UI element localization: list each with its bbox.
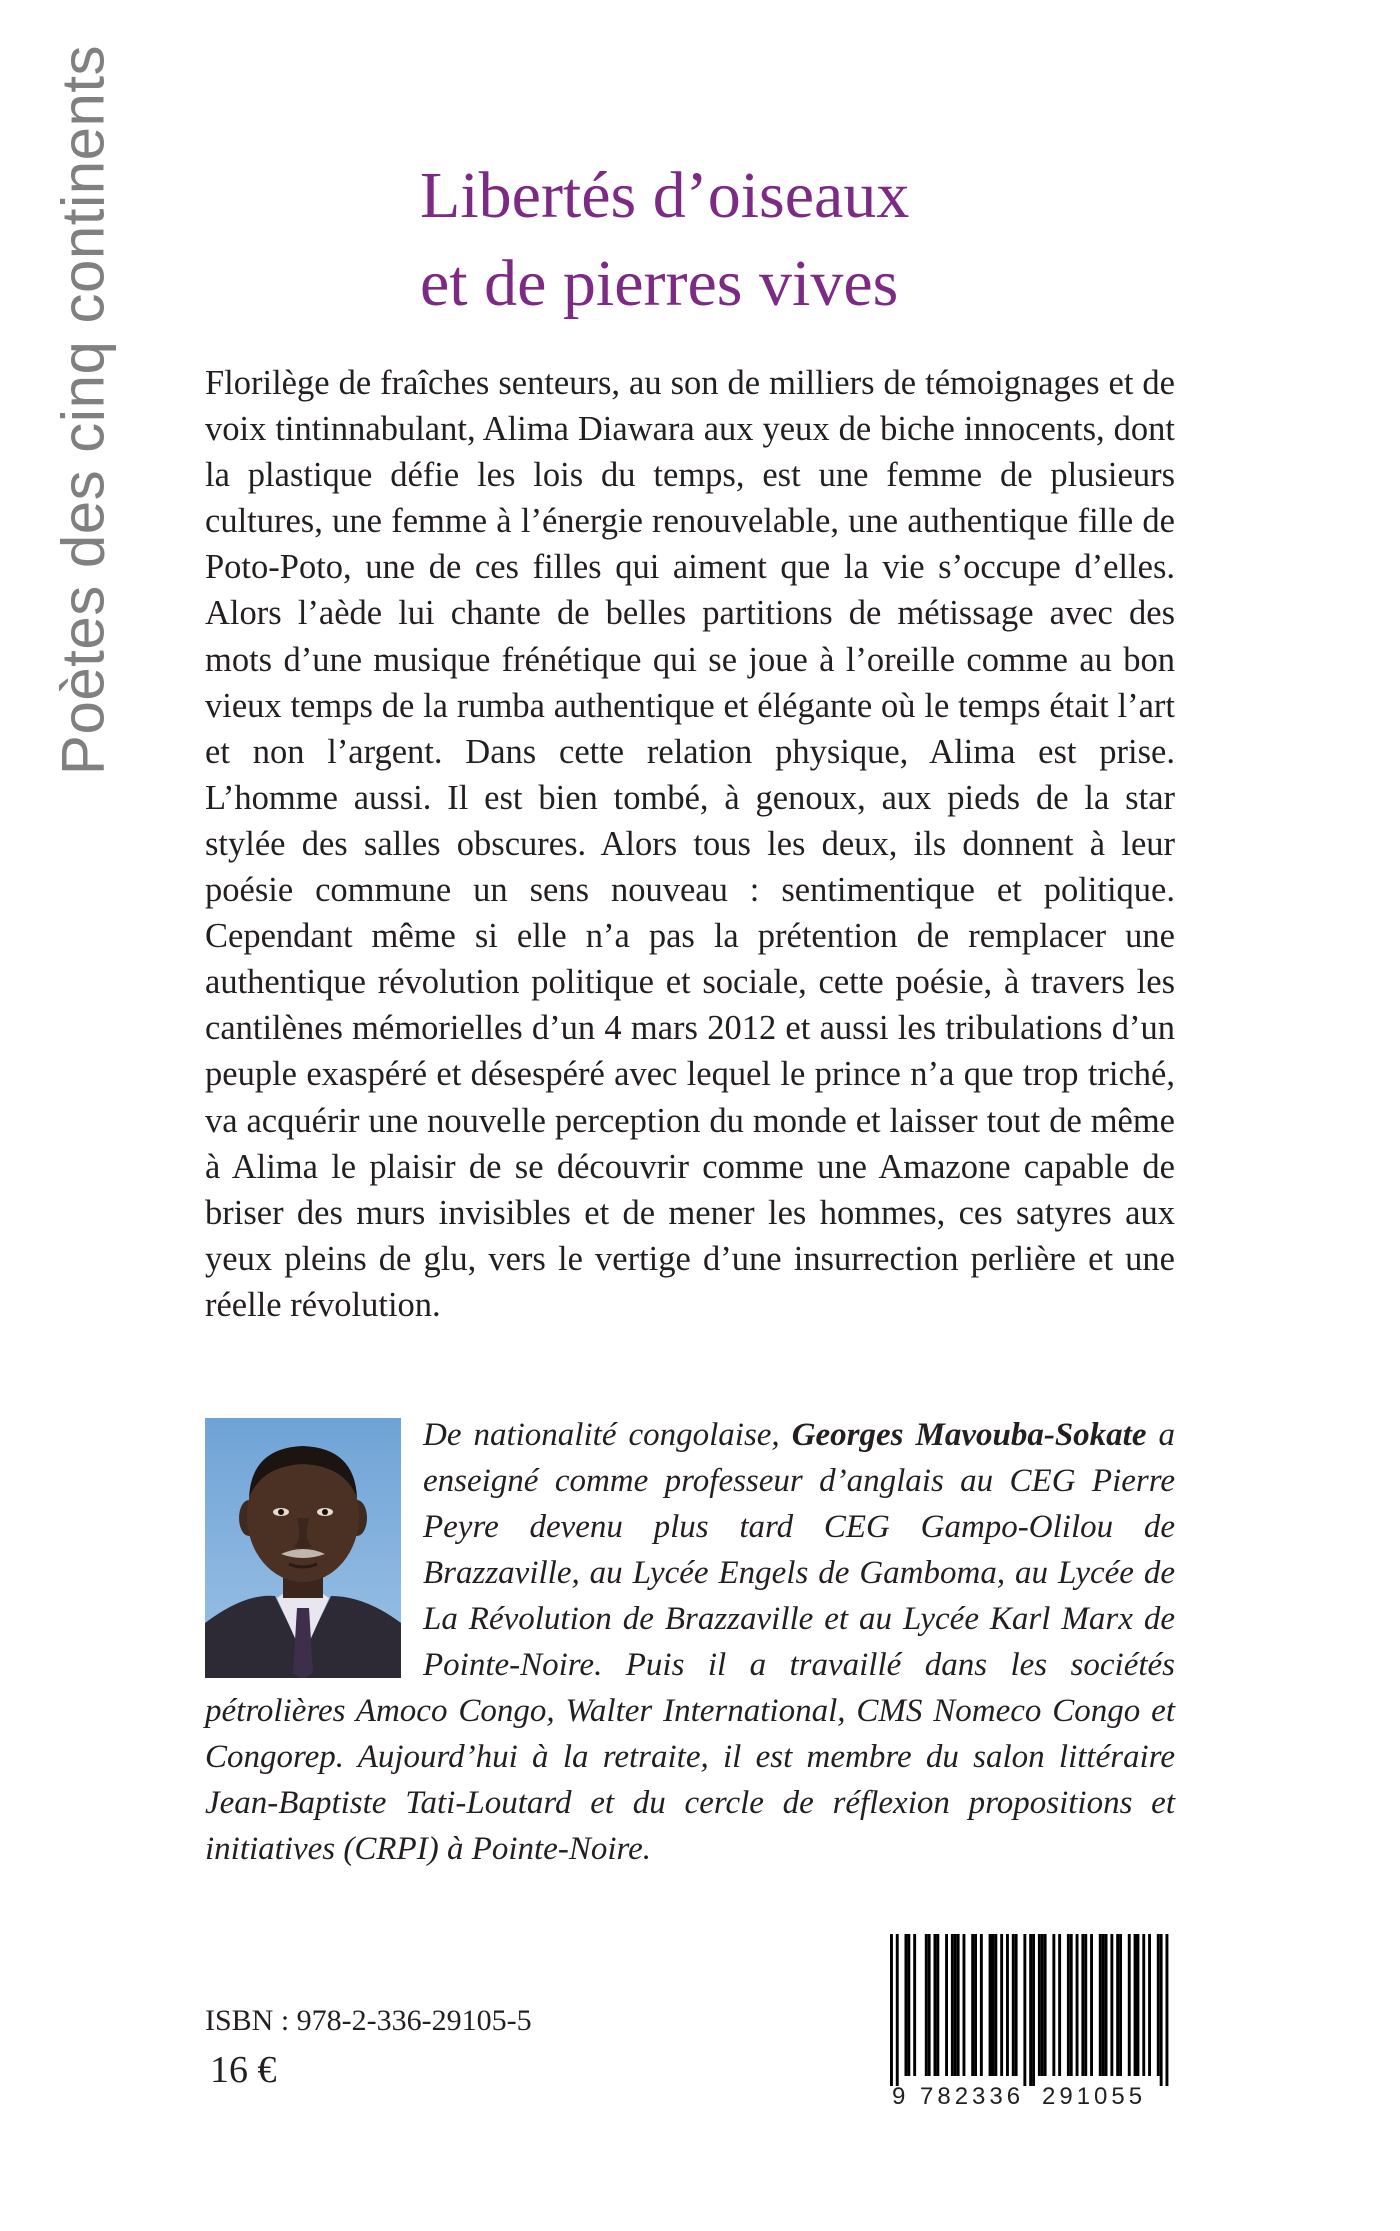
book-title (420, 152, 1320, 328)
barcode-bar (1090, 1934, 1093, 2076)
barcode-bar (907, 1934, 910, 2076)
title-line-2: et de pierres vives (420, 247, 899, 320)
barcode-bar (1119, 1934, 1122, 2076)
barcode-bar (1012, 1934, 1015, 2076)
barcode-bar (989, 1934, 992, 2076)
barcode-bar (1029, 1934, 1032, 2086)
barcode-bar (974, 1934, 977, 2076)
barcode-bar (1160, 1934, 1163, 2086)
barcode-bar (928, 1934, 931, 2076)
bio-rest: a enseigné comme professeur d’anglais au CEG Pierre Peyre devenu plus tard CEG Gampo-Olilou de Brazzaville, au Lycée Engels de Gamboma, au Lycée de La Révolution de Brazzaville et au Lycée Karl Marx de Pointe-Noire. Puis il a travaillé dans les sociétés pétrolières Amoco Congo, Walter International, CMS Nomeco Congo et Congorep. Aujourd’hui à la retraite, il est membre du salon littéraire Jean-Baptiste Tati-Loutard et du cercle de réflexion propositions et initiatives (CRPI) à Pointe-Noire. (205, 1417, 1175, 1867)
barcode-bar (1067, 1934, 1070, 2076)
barcode-bar (1102, 1934, 1105, 2076)
barcode-bar (1134, 1934, 1137, 2076)
barcode-bar (994, 1934, 997, 2076)
barcode-bar (1000, 1934, 1003, 2076)
barcode-bar (896, 1934, 899, 2086)
barcode-bar (957, 1934, 960, 2076)
barcode-bar (1058, 1934, 1061, 2076)
series-spine-label (48, 44, 118, 776)
barcode-bar (1044, 1934, 1047, 2076)
barcode-bar (1070, 1934, 1073, 2076)
barcode-bar (1038, 1934, 1041, 2076)
barcode-bar (971, 1934, 974, 2076)
barcode-bar (1076, 1934, 1079, 2076)
barcode-bar (1084, 1934, 1087, 2076)
price: 16 € (210, 2049, 277, 2091)
bio-intro: De nationalité congolaise, (423, 1417, 792, 1453)
barcode-bar (1157, 1934, 1160, 2076)
barcode-digits-group-1: 782336 (920, 2083, 1025, 2110)
author-name: Georges Mavouba-Sokate (791, 1417, 1147, 1453)
barcode-bar (951, 1934, 954, 2076)
barcode-bar (905, 1934, 908, 2076)
barcode-bar (1041, 1934, 1044, 2076)
barcode-digit-first: 9 (892, 2083, 906, 2110)
barcode-bar (954, 1934, 957, 2076)
barcode-bar (1081, 1934, 1084, 2076)
series-name: Poètes des cinq continents (49, 44, 117, 776)
barcode-bar (980, 1934, 983, 2076)
barcode-bar (1023, 1934, 1026, 2086)
barcode-digits-group-2: 291055 (1042, 2083, 1147, 2110)
barcode-bar (1099, 1934, 1102, 2076)
barcode-bar (963, 1934, 966, 2076)
isbn-barcode (880, 1930, 1180, 2110)
barcode-bar (1128, 1934, 1131, 2076)
barcode-bar (1052, 1934, 1055, 2076)
title-line-1: Libertés d’oiseaux (420, 159, 910, 232)
barcode-bar (1166, 1934, 1169, 2086)
barcode-bar (1015, 1934, 1018, 2076)
barcode-bar (1116, 1934, 1119, 2076)
barcode-bar (1137, 1934, 1140, 2076)
barcode-bar (1006, 1934, 1009, 2076)
barcode-bar (925, 1934, 928, 2076)
author-portrait (205, 1418, 401, 1678)
barcode-bar (1105, 1934, 1108, 2076)
barcode-bar (1142, 1934, 1145, 2076)
barcode-bar (913, 1934, 916, 2076)
barcode-bar (1110, 1934, 1113, 2076)
book-blurb: Florilège de fraîches senteurs, au son de milliers de témoignages et de voix tintinnabulant, Alima Diawara aux yeux de biche innocents, dont la plastique défie les lois du temps, est une femme de plusieurs cultures, une femme à l’énergie renouvelable, une authentique fille de Poto-Poto, une de ces filles qui aiment que la vie s’occupe d’elles. Alors l’aède lui chante de belles partitions de métissage avec des mots d’une musique frénétique qui se joue à l’oreille comme au bon vieux temps de la rumba authentique et élégante où le temps était l’art et non l’argent. Dans cette relation physique, Alima est prise. L’homme aussi. Il est bien tombé, à genoux, aux pieds de la star stylée des salles obscures. Alors tous les deux, ils donnent à leur poésie commune un sens nouveau : sentimentique et politique. Cependant même si elle n’a pas la prétention de remplacer une authentique révolution politique et sociale, cette poésie, à travers les cantilènes mémorielles d’un 4 mars 2012 et aussi les tribulations d’un peuple exaspéré et désespéré avec lequel le prince n’a que trop triché, va acquérir une nouvelle perception du monde et laisser tout de même à Alima le plaisir de se découvrir comme une Amazone capable de briser des murs invisibles et de mener les hommes, ces satyres aux yeux pleins de glu, vers le vertige d’une insurrection perlière et une réelle révolution. (205, 364, 1175, 1324)
barcode-bar (945, 1934, 948, 2076)
barcode-bar (1148, 1934, 1151, 2076)
barcode-bar (890, 1934, 893, 2086)
barcode-bar (992, 1934, 995, 2076)
isbn: ISBN : 978-2-336-29105-5 (205, 2004, 532, 2037)
barcode-bar (1032, 1934, 1035, 2086)
barcode-bar (934, 1934, 937, 2076)
barcode-bar (936, 1934, 939, 2076)
